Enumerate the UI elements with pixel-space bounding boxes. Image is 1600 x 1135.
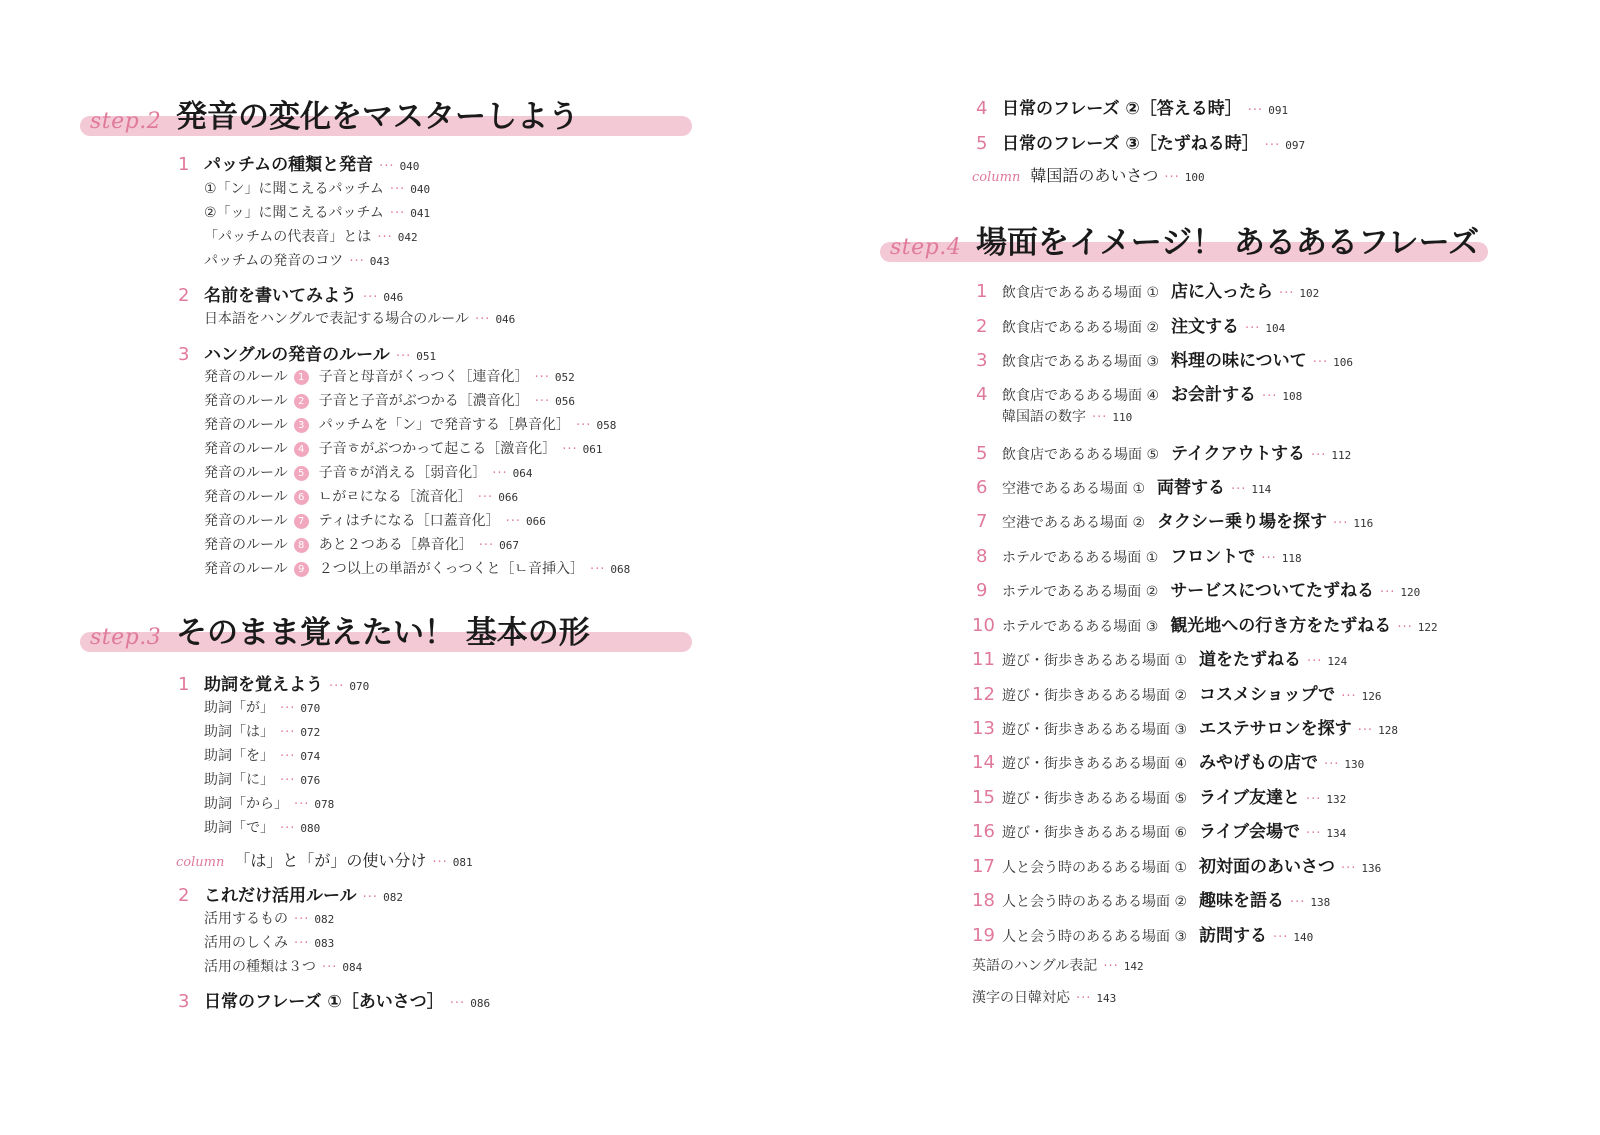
page-number: 124 [1327, 655, 1348, 668]
page-number: 126 [1361, 690, 1382, 703]
rule-number-badge: 4 [294, 442, 309, 457]
scene-entry[interactable] [976, 439, 1351, 464]
scene-entry[interactable] [976, 473, 1271, 498]
rule-title: あと２つある［鼻音化］ [318, 537, 473, 553]
scene-entry[interactable] [972, 714, 1398, 739]
entry-number: 5 [976, 443, 988, 464]
leader-dots: ··· [449, 996, 466, 1011]
scene-entry[interactable] [972, 921, 1313, 946]
subentry-title: ②「ッ」に聞こえるパッチム [204, 205, 384, 221]
entry-number: 2 [178, 285, 190, 306]
scene-label: 人と会う時のあるある場面 ② [1002, 894, 1188, 910]
scene-entry[interactable] [972, 886, 1330, 911]
leader-dots: ··· [1310, 448, 1327, 463]
rule-entry[interactable] [204, 486, 518, 506]
toc-entry[interactable] [178, 881, 403, 906]
appendix-entry[interactable] [972, 987, 1116, 1007]
page-number: 102 [1299, 287, 1320, 300]
leader-dots: ··· [505, 514, 522, 529]
rule-number-badge: 3 [294, 418, 309, 433]
toc-subentry[interactable] [204, 202, 430, 222]
leader-dots: ··· [1306, 792, 1322, 807]
page-number: 116 [1353, 517, 1374, 530]
toc-subentry[interactable] [204, 932, 334, 952]
entry-number: 2 [976, 316, 988, 337]
page-number: 064 [512, 467, 533, 480]
entry-title: ライブ会場で [1199, 822, 1300, 842]
toc-subentry[interactable] [204, 817, 320, 837]
page-number: 066 [498, 491, 519, 504]
step2-header [80, 82, 692, 142]
page-number: 091 [1268, 104, 1289, 117]
page-number: 041 [410, 207, 431, 220]
page-number: 070 [349, 680, 370, 693]
leader-dots: ··· [395, 349, 412, 364]
leader-dots: ··· [362, 890, 379, 905]
page-number: 128 [1378, 724, 1398, 737]
page-number: 052 [554, 371, 575, 384]
page-number: 066 [526, 515, 546, 528]
leader-dots: ··· [1103, 959, 1119, 974]
page-number: 086 [470, 997, 491, 1010]
rule-label: 発音のルール [204, 513, 288, 529]
scene-label: 飲食店であるある場面 ③ [1002, 354, 1160, 370]
rule-entry[interactable] [204, 534, 519, 554]
entry-number: 10 [972, 615, 995, 636]
entry-title: フロントで [1170, 547, 1256, 567]
entry-number: 5 [976, 133, 988, 154]
scene-label: 飲食店であるある場面 ① [1002, 285, 1160, 301]
entry-number: 1 [178, 674, 190, 695]
subentry-title: ①「ン」に聞こえるパッチム [204, 181, 384, 197]
leader-dots: ··· [1076, 991, 1092, 1006]
toc-subentry[interactable] [1002, 406, 1132, 426]
scene-label: 飲食店であるある場面 ② [1002, 320, 1160, 336]
toc-subentry[interactable] [204, 178, 430, 198]
subentry-title: 韓国語の数字 [1002, 409, 1086, 425]
leader-dots: ··· [379, 159, 395, 174]
column-title: 「は」と「が」の使い分け [234, 851, 427, 870]
entry-number: 17 [972, 856, 995, 877]
rule-entry[interactable] [204, 438, 603, 458]
rule-entry[interactable] [204, 462, 533, 482]
page-number: 051 [416, 350, 437, 363]
scene-label: 人と会う時のあるある場面 ③ [1002, 929, 1188, 945]
leader-dots: ··· [1312, 355, 1329, 370]
leader-dots: ··· [478, 538, 495, 553]
subentry-title: パッチムの発音のコツ [204, 253, 344, 269]
page-number: 081 [452, 856, 473, 869]
entry-title: 名前を書いてみよう [204, 286, 357, 306]
step2-tag: step.2 [90, 109, 162, 134]
entry-title: 両替する [1157, 478, 1226, 498]
subentry-title: 助詞「を」 [204, 748, 274, 764]
page-number: 040 [399, 160, 420, 173]
step3-title: そのまま覚えたい！ 基本の形 [176, 615, 590, 651]
scene-entry[interactable] [976, 507, 1373, 532]
leader-dots: ··· [1324, 757, 1340, 772]
scene-label: 遊び・街歩きあるある場面 ④ [1002, 756, 1188, 772]
entry-number: 6 [976, 477, 988, 498]
page-number: 078 [314, 798, 335, 811]
leader-dots: ··· [1092, 410, 1108, 425]
leader-dots: ··· [280, 701, 296, 716]
leader-dots: ··· [589, 562, 606, 577]
entry-number: 1 [178, 154, 190, 175]
toc-subentry[interactable] [204, 308, 515, 328]
scene-label: 遊び・街歩きあるある場面 ① [1002, 653, 1188, 669]
scene-label: 空港であるある場面 ① [1002, 481, 1146, 497]
rule-entry[interactable] [204, 390, 575, 410]
scene-entry[interactable] [976, 277, 1319, 302]
entry-number: 15 [972, 787, 995, 808]
leader-dots: ··· [1264, 138, 1281, 153]
leader-dots: ··· [562, 442, 578, 457]
scene-entry[interactable] [972, 817, 1346, 842]
scene-label: 人と会う時のあるある場面 ① [1002, 860, 1188, 876]
entry-title: テイクアウトする [1171, 444, 1305, 464]
subentry-title: 助詞「から」 [204, 796, 288, 812]
subentry-title: 助詞「は」 [204, 724, 274, 740]
entry-number: 4 [976, 384, 988, 405]
rule-title: 子音ㅎがぶつかって起こる［激音化］ [318, 441, 557, 457]
scene-label: 遊び・街歩きあるある場面 ⑤ [1002, 791, 1188, 807]
subentry-title: 助詞「が」 [204, 700, 274, 716]
subentry-title: 助詞「に」 [204, 772, 274, 788]
leader-dots: ··· [1245, 321, 1261, 336]
entry-number: 14 [972, 752, 995, 773]
entry-number: 11 [972, 649, 995, 670]
scene-entry[interactable] [976, 346, 1353, 371]
rule-entry[interactable] [204, 366, 575, 386]
entry-title: 観光地への行き方をたずねる [1170, 616, 1392, 636]
subentry-title: 活用するもの [204, 911, 288, 927]
entry-title: 訪問する [1199, 926, 1268, 946]
column-entry[interactable] [972, 163, 1205, 186]
column-entry[interactable] [176, 848, 473, 871]
rule-label: 発音のルール [204, 465, 288, 481]
entry-title: コスメショップで [1199, 685, 1336, 705]
rule-number-badge: 1 [294, 370, 309, 385]
leader-dots: ··· [389, 206, 406, 221]
leader-dots: ··· [1247, 103, 1264, 118]
entry-title: 趣味を語る [1199, 891, 1285, 911]
page-number: 043 [369, 255, 390, 268]
step4-title: 場面をイメージ！ あるあるフレーズ [976, 225, 1480, 261]
rule-label: 発音のルール [204, 393, 288, 409]
leader-dots: ··· [1341, 861, 1357, 876]
page-number: 143 [1096, 992, 1117, 1005]
page-number: 138 [1310, 896, 1331, 909]
leader-dots: ··· [280, 821, 296, 836]
leader-dots: ··· [1341, 689, 1357, 704]
leader-dots: ··· [294, 912, 310, 927]
leader-dots: ··· [576, 418, 592, 433]
rule-label: 発音のルール [204, 489, 288, 505]
page-number: 108 [1282, 390, 1303, 403]
scene-entry[interactable] [976, 576, 1420, 601]
rule-label: 発音のルール [204, 537, 288, 553]
subentry-title: 日本語をハングルで表記する場合のルール [204, 311, 470, 327]
rule-number-badge: 5 [294, 466, 309, 481]
rule-title: ティはチになる［口蓋音化］ [318, 513, 500, 529]
page-number: 100 [1184, 171, 1205, 184]
entry-title: 店に入ったら [1171, 282, 1274, 302]
page-number: 134 [1326, 827, 1347, 840]
scene-label: ホテルであるある場面 ③ [1002, 619, 1159, 635]
rule-title: ㄴがㄹになる［流音化］ [318, 489, 472, 505]
rule-title: 子音ㅎが消える［弱音化］ [318, 465, 487, 481]
entry-title: ハングルの発音のルール [204, 345, 390, 365]
scene-entry[interactable] [972, 783, 1346, 808]
subentry-title: 活用の種類は３つ [204, 959, 316, 975]
leader-dots: ··· [294, 797, 310, 812]
page-number: 082 [383, 891, 403, 904]
leader-dots: ··· [280, 725, 296, 740]
rule-entry[interactable] [204, 414, 616, 434]
entry-title: サービスについてたずねる [1170, 581, 1374, 601]
page-number: 068 [610, 563, 631, 576]
entry-title: 道をたずねる [1199, 650, 1302, 670]
entry-number: 2 [178, 885, 190, 906]
page-number: 042 [397, 231, 418, 244]
scene-label: 空港であるある場面 ② [1002, 515, 1146, 531]
scene-label: 遊び・街歩きあるある場面 ③ [1002, 722, 1188, 738]
step4-header [880, 208, 1488, 268]
entry-title: パッチムの種類と発音 [204, 155, 374, 175]
page-number: 130 [1344, 758, 1365, 771]
entry-title: 初対面のあいさつ [1199, 857, 1336, 877]
toc-subentry[interactable] [204, 721, 320, 741]
entry-number: 13 [972, 718, 995, 739]
leader-dots: ··· [1307, 654, 1323, 669]
rule-title: 子音と子音がぶつかる［濃音化］ [318, 393, 529, 409]
rule-title: パッチムを「ン」で発音する［鼻音化］ [318, 417, 571, 433]
entry-number: 3 [976, 350, 988, 371]
toc-entry[interactable] [178, 987, 490, 1012]
entry-title: これだけ活用ルール [204, 886, 357, 906]
entry-number: 9 [976, 580, 988, 601]
page-number: 056 [555, 395, 576, 408]
entry-title: 日常のフレーズ ③［たずねる時］ [1002, 134, 1259, 154]
leader-dots: ··· [1273, 930, 1289, 945]
entry-title: エステサロンを探す [1199, 719, 1352, 739]
subentry-title: 活用のしくみ [204, 935, 288, 951]
rule-entry[interactable] [204, 558, 630, 578]
page-number: 106 [1333, 356, 1353, 369]
rule-title: 子音と母音がくっつく［連音化］ [318, 369, 529, 385]
page-number: 112 [1331, 449, 1352, 462]
page-number: 067 [499, 539, 520, 552]
entry-number: 18 [972, 890, 995, 911]
appendix-entry[interactable] [972, 955, 1144, 975]
rule-number-badge: 6 [294, 490, 309, 505]
toc-subentry[interactable] [204, 250, 390, 270]
entry-number: 3 [178, 991, 190, 1012]
toc-entry[interactable] [178, 150, 419, 175]
leader-dots: ··· [322, 960, 338, 975]
entry-title: タクシー乗り場を探す [1157, 512, 1328, 532]
scene-entry[interactable] [972, 611, 1438, 636]
page-number: 082 [314, 913, 335, 926]
step4-tag: step.4 [890, 235, 962, 260]
leader-dots: ··· [1261, 551, 1277, 566]
column-title: 韓国語のあいさつ [1030, 166, 1159, 185]
leader-dots: ··· [363, 290, 379, 305]
entry-number: 4 [976, 98, 988, 119]
entry-title: ライブ友達と [1199, 788, 1300, 808]
column-tag: column [176, 855, 225, 870]
page-number: 074 [300, 750, 321, 763]
page-number: 072 [300, 726, 321, 739]
entry-number: 12 [972, 684, 995, 705]
column-tag: column [972, 170, 1021, 185]
entry-number: 16 [972, 821, 995, 842]
toc-subentry[interactable] [204, 793, 334, 813]
scene-entry[interactable] [972, 680, 1381, 705]
leader-dots: ··· [534, 394, 551, 409]
page-number: 122 [1417, 621, 1438, 634]
leader-dots: ··· [1231, 482, 1247, 497]
rule-number-badge: 7 [294, 514, 309, 529]
leader-dots: ··· [1279, 286, 1295, 301]
entry-number: 8 [976, 546, 988, 567]
page-number: 132 [1326, 793, 1347, 806]
scene-entry[interactable] [976, 380, 1302, 405]
rule-number-badge: 9 [294, 562, 309, 577]
leader-dots: ··· [432, 855, 448, 870]
leader-dots: ··· [377, 230, 393, 245]
page-number: 083 [314, 937, 335, 950]
leader-dots: ··· [349, 254, 365, 269]
toc-subentry[interactable] [204, 697, 320, 717]
leader-dots: ··· [1333, 516, 1349, 531]
scene-entry[interactable] [972, 645, 1347, 670]
rule-number-badge: 2 [294, 394, 309, 409]
page-number: 084 [342, 961, 363, 974]
page-number: 110 [1112, 411, 1133, 424]
page-number: 058 [596, 419, 617, 432]
page-number: 142 [1123, 960, 1144, 973]
leader-dots: ··· [280, 773, 296, 788]
toc-entry[interactable] [976, 129, 1305, 154]
entry-number: 7 [976, 511, 988, 532]
page-number: 076 [300, 774, 321, 787]
subentry-title: 「パッチムの代表音」とは [204, 229, 372, 245]
page-number: 120 [1400, 586, 1421, 599]
scene-label: 遊び・街歩きあるある場面 ② [1002, 688, 1188, 704]
appendix-title: 漢字の日韓対応 [972, 990, 1070, 1006]
toc-subentry[interactable] [204, 745, 320, 765]
leader-dots: ··· [329, 679, 345, 694]
toc-subentry[interactable] [204, 769, 320, 789]
page-number: 046 [383, 291, 404, 304]
scene-entry[interactable] [976, 542, 1302, 567]
scene-label: 遊び・街歩きあるある場面 ⑥ [1002, 825, 1188, 841]
scene-entry[interactable] [972, 748, 1364, 773]
scene-entry[interactable] [972, 852, 1381, 877]
entry-number: 3 [178, 344, 190, 365]
page-number: 070 [300, 702, 321, 715]
entry-title: 料理の味について [1171, 351, 1307, 371]
step3-header [80, 598, 692, 658]
appendix-title: 英語のハングル表記 [972, 958, 1098, 974]
entry-title: みやげもの店で [1199, 753, 1319, 773]
page-number: 140 [1293, 931, 1314, 944]
leader-dots: ··· [475, 312, 491, 327]
rule-label: 発音のルール [204, 369, 288, 385]
leader-dots: ··· [477, 490, 494, 505]
toc-entry[interactable] [178, 670, 369, 695]
page-number: 114 [1251, 483, 1272, 496]
entry-title: 日常のフレーズ ②［答える時］ [1002, 99, 1242, 119]
rule-label: 発音のルール [204, 417, 288, 433]
leader-dots: ··· [1379, 585, 1396, 600]
scene-label: ホテルであるある場面 ① [1002, 550, 1159, 566]
rule-label: 発音のルール [204, 561, 288, 577]
toc-subentry[interactable] [204, 226, 418, 246]
leader-dots: ··· [1357, 723, 1374, 738]
rule-title: ２つ以上の単語がくっつくと［ㄴ音挿入］ [318, 561, 584, 577]
toc-entry[interactable] [178, 340, 436, 365]
subentry-title: 助詞「で」 [204, 820, 274, 836]
leader-dots: ··· [1262, 389, 1278, 404]
entry-title: 助詞を覚えよう [204, 675, 323, 695]
leader-dots: ··· [294, 936, 310, 951]
leader-dots: ··· [1306, 826, 1322, 841]
scene-label: 飲食店であるある場面 ⑤ [1002, 447, 1160, 463]
step3-tag: step.3 [90, 625, 162, 650]
page-number: 061 [582, 443, 603, 456]
page-number: 118 [1281, 552, 1302, 565]
scene-entry[interactable] [976, 312, 1285, 337]
step2-title: 発音の変化をマスターしよう [176, 99, 579, 135]
page-number: 046 [495, 313, 516, 326]
toc-subentry[interactable] [204, 956, 362, 976]
rule-number-badge: 8 [294, 538, 309, 553]
scene-label: ホテルであるある場面 ② [1002, 584, 1159, 600]
scene-label: 飲食店であるある場面 ④ [1002, 388, 1160, 404]
entry-title: 注文する [1171, 317, 1240, 337]
entry-title: 日常のフレーズ ①［あいさつ］ [204, 992, 444, 1012]
rule-entry[interactable] [204, 510, 546, 530]
leader-dots: ··· [534, 370, 550, 385]
page-number: 097 [1285, 139, 1306, 152]
leader-dots: ··· [492, 466, 508, 481]
page-number: 104 [1265, 322, 1286, 335]
entry-title: お会計する [1171, 385, 1257, 405]
toc-entry[interactable] [976, 94, 1288, 119]
leader-dots: ··· [1164, 170, 1180, 185]
rule-label: 発音のルール [204, 441, 288, 457]
page-number: 040 [410, 183, 431, 196]
leader-dots: ··· [280, 749, 296, 764]
entry-number: 19 [972, 925, 995, 946]
page-number: 136 [1361, 862, 1382, 875]
entry-number: 1 [976, 281, 988, 302]
toc-subentry[interactable] [204, 908, 334, 928]
leader-dots: ··· [1290, 895, 1306, 910]
leader-dots: ··· [1397, 620, 1413, 635]
leader-dots: ··· [389, 182, 406, 197]
toc-entry[interactable] [178, 281, 403, 306]
page-number: 080 [300, 822, 321, 835]
